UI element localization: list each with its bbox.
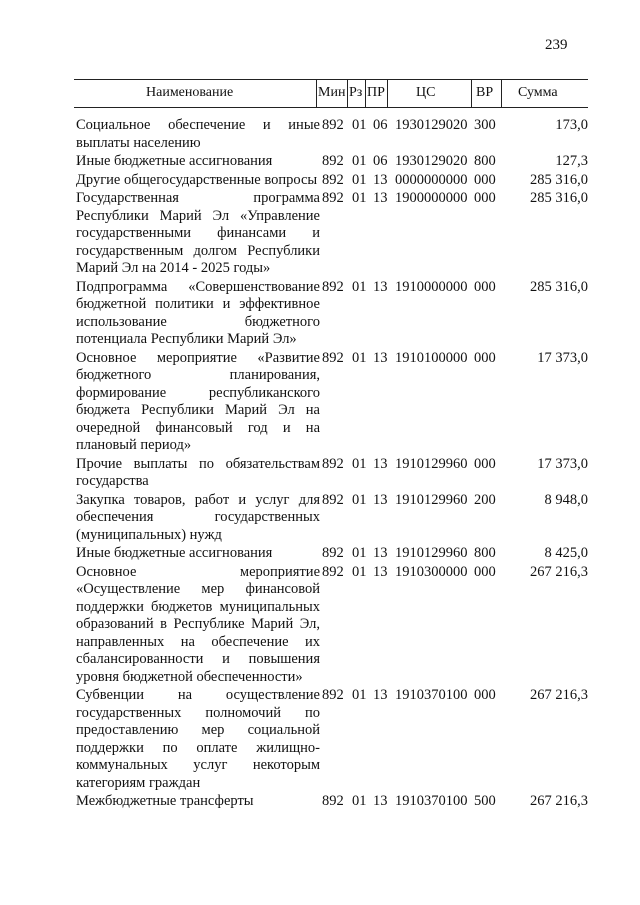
- row-vr: 300: [474, 117, 496, 133]
- header-rz: Рз: [349, 85, 363, 100]
- row-cs: 1910129960: [395, 491, 468, 508]
- table-row: [76, 456, 588, 491]
- row-vr: 500: [474, 793, 496, 809]
- row-pr: 13: [373, 349, 388, 366]
- row-min: 892: [322, 171, 344, 188]
- row-sum: 267 216,3: [530, 687, 588, 703]
- row-name: Государственная программа Республики Марий Эл «Управление государственными финансами и государственным долгом Республики Марий Эл на 2014 - 2025 годы»: [76, 190, 320, 276]
- row-vr: 800: [474, 545, 496, 561]
- row-rz: 01: [352, 455, 367, 472]
- row-min: 892: [322, 687, 344, 703]
- header-min: Мин: [318, 85, 346, 100]
- row-cs: 1910100000: [395, 349, 468, 366]
- row-rz: 01: [352, 117, 367, 133]
- row-pr: 13: [373, 190, 388, 206]
- row-sum: 285 316,0: [530, 171, 588, 188]
- row-cs: 1930129020: [395, 153, 468, 169]
- header-vr: ВР: [476, 85, 494, 100]
- header-pr: ПР: [367, 85, 385, 100]
- row-cs: 1910129960: [395, 455, 468, 472]
- row-pr: 13: [373, 545, 388, 561]
- row-name: Другие общегосударственные вопросы: [76, 171, 318, 188]
- row-vr: 000: [474, 278, 496, 295]
- row-rz: 01: [352, 190, 367, 206]
- row-rz: 01: [352, 687, 367, 703]
- row-min: 892: [322, 545, 344, 561]
- row-rz: 01: [352, 793, 367, 809]
- row-vr: 000: [474, 455, 496, 472]
- row-name: Прочие выплаты по обязательствам государства: [76, 455, 320, 489]
- row-min: 892: [322, 793, 344, 809]
- row-name: Иные бюджетные ассигнования: [76, 545, 273, 561]
- header-cs: ЦС: [416, 85, 436, 100]
- row-pr: 13: [373, 171, 388, 188]
- row-cs: 1910000000: [395, 278, 468, 295]
- row-sum: 267 216,3: [530, 563, 588, 580]
- row-rz: 01: [352, 545, 367, 561]
- header-name: Наименование: [146, 85, 234, 100]
- table-row: [76, 793, 588, 811]
- row-min: 892: [322, 117, 344, 133]
- table-row: [76, 350, 588, 455]
- row-rz: 01: [352, 278, 367, 295]
- column-divider: [501, 80, 502, 107]
- table-row: [76, 279, 588, 349]
- row-cs: 1910129960: [395, 545, 468, 561]
- row-cs: 1910370100: [395, 793, 468, 809]
- row-pr: 13: [373, 563, 388, 580]
- column-divider: [316, 80, 317, 107]
- header-sum: Сумма: [518, 85, 558, 100]
- table-row: [76, 117, 588, 152]
- row-sum: 17 373,0: [537, 349, 588, 366]
- row-name: Основное мероприятие «Развитие бюджетного планирования, формирование республиканского бюджета Республики Марий Эл на очередной финансовый год и на плановый период»: [76, 349, 320, 453]
- table-header: [74, 79, 588, 108]
- row-vr: 000: [474, 687, 496, 703]
- row-min: 892: [322, 349, 344, 366]
- row-min: 892: [322, 190, 344, 206]
- row-name: Межбюджетные трансферты: [76, 793, 254, 809]
- row-min: 892: [322, 278, 344, 295]
- row-min: 892: [322, 455, 344, 472]
- column-divider: [365, 80, 366, 107]
- row-vr: 200: [474, 491, 496, 508]
- column-divider: [471, 80, 472, 107]
- table-row: [76, 190, 588, 278]
- row-min: 892: [322, 491, 344, 508]
- row-pr: 13: [373, 278, 388, 295]
- row-cs: 0000000000: [395, 171, 468, 188]
- row-vr: 800: [474, 153, 496, 169]
- row-min: 892: [322, 563, 344, 580]
- table-row: [76, 687, 588, 792]
- row-pr: 13: [373, 793, 388, 809]
- row-pr: 06: [373, 117, 388, 133]
- table-body: [76, 117, 588, 812]
- row-sum: 267 216,3: [530, 793, 588, 809]
- row-pr: 13: [373, 687, 388, 703]
- row-vr: 000: [474, 171, 496, 188]
- row-cs: 1910300000: [395, 563, 468, 580]
- row-vr: 000: [474, 563, 496, 580]
- row-rz: 01: [352, 349, 367, 366]
- row-rz: 01: [352, 563, 367, 580]
- row-cs: 1930129020: [395, 117, 468, 133]
- row-rz: 01: [352, 171, 367, 188]
- row-name: Подпрограмма «Совершенствование бюджетной политики и эффективное использование бюджетного потенциала Республики Марий Эл»: [76, 278, 320, 347]
- row-cs: 1900000000: [395, 190, 468, 206]
- row-sum: 285 316,0: [530, 278, 588, 295]
- row-sum: 173,0: [555, 117, 588, 133]
- row-rz: 01: [352, 153, 367, 169]
- table-row: [76, 564, 588, 687]
- row-cs: 1910370100: [395, 687, 468, 703]
- table-row: [76, 492, 588, 545]
- row-name: Субвенции на осуществление государственных полномочий по предоставлению мер социальной поддержки по оплате жилищно-коммунальных услуг некоторым категориям граждан: [76, 687, 320, 791]
- row-sum: 8 425,0: [544, 545, 588, 561]
- row-pr: 13: [373, 491, 388, 508]
- row-sum: 285 316,0: [530, 190, 588, 206]
- column-divider: [347, 80, 348, 107]
- row-pr: 06: [373, 153, 388, 169]
- page-number: 239: [545, 37, 568, 53]
- column-divider: [387, 80, 388, 107]
- row-name: Закупка товаров, работ и услуг для обеспечения государственных (муниципальных) нужд: [76, 491, 320, 543]
- row-name: Социальное обеспечение и иные выплаты населению: [76, 117, 320, 151]
- table-row: [76, 545, 588, 563]
- row-pr: 13: [373, 455, 388, 472]
- table-row: [76, 153, 588, 171]
- row-sum: 127,3: [555, 153, 588, 169]
- table-row: [76, 172, 588, 190]
- row-vr: 000: [474, 349, 496, 366]
- row-rz: 01: [352, 491, 367, 508]
- row-sum: 8 948,0: [544, 491, 588, 508]
- row-name: Основное мероприятие «Осуществление мер финансовой поддержки бюджетов муниципальных образований в Республике Марий Эл, направленных на обеспечение их сбалансированности и повышения уровня бюджетной обеспеченности»: [76, 563, 320, 685]
- row-sum: 17 373,0: [537, 455, 588, 472]
- row-name: Иные бюджетные ассигнования: [76, 153, 273, 169]
- row-vr: 000: [474, 190, 496, 206]
- row-min: 892: [322, 153, 344, 169]
